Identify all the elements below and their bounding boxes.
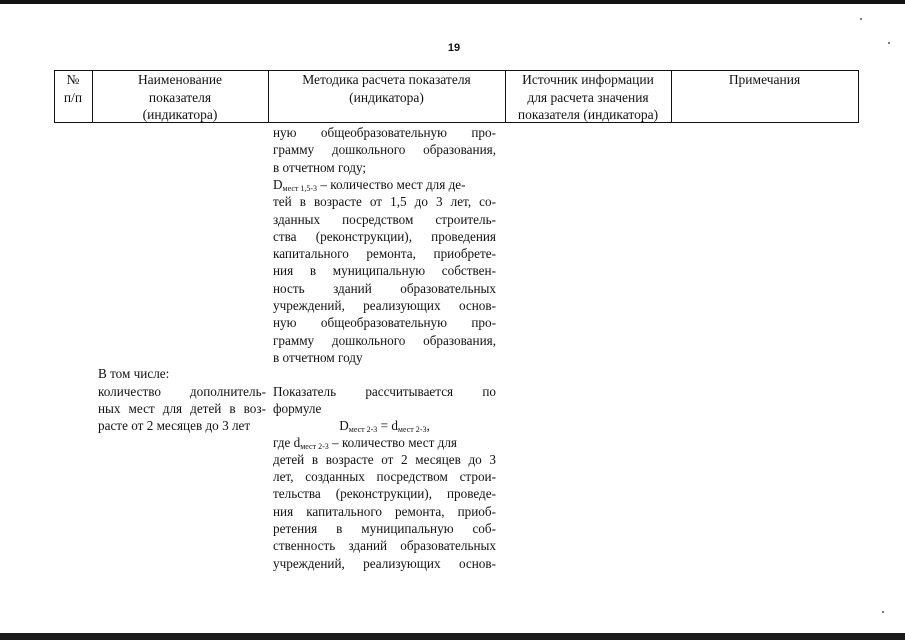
- text-line: капитального ремонта, приобрете-: [273, 246, 496, 262]
- text-line: лет, созданных посредством строи-: [273, 469, 496, 485]
- header-divider: [858, 70, 859, 123]
- text-line: В том числе:: [98, 366, 170, 381]
- text-line: ность зданий образовательных: [273, 280, 496, 296]
- text-line: расте от 2 месяцев до 3 лет: [98, 417, 251, 433]
- header-text: показателя (индикатора): [517, 107, 659, 122]
- header-col-name: [92, 70, 268, 123]
- formula-subscript: мест 2-3: [348, 424, 378, 434]
- text-line: [273, 176, 496, 193]
- text-line: формуле: [273, 400, 322, 416]
- text-line: тей в возрасте от 1,5 до 3 лет, со-: [273, 194, 496, 210]
- header-text: Методика расчета показателя: [302, 72, 471, 87]
- header-text: (индикатора): [142, 107, 218, 122]
- formula-symbol: = d: [377, 417, 398, 433]
- text-line: ства (реконструкции), проведения: [273, 228, 496, 244]
- scan-edge-top: [0, 0, 905, 4]
- text-line: Показатель рассчитывается по: [273, 383, 496, 399]
- text-line: ных мест для детей в воз-: [98, 400, 266, 416]
- header-col-number: [54, 70, 92, 123]
- formula: [273, 417, 496, 434]
- text-line: зданных посредством строитель-: [273, 211, 496, 227]
- scan-edge-bottom: [0, 633, 905, 640]
- text-line: ную общеобразовательную про-: [273, 315, 496, 331]
- scan-speck: [860, 18, 862, 20]
- formula-symbol: ,: [426, 417, 430, 433]
- text-line: [273, 434, 496, 451]
- header-col-method: [268, 70, 505, 123]
- scan-speck: [888, 42, 890, 44]
- text-line: в отчетном году;: [273, 159, 367, 175]
- header-text: (индикатора): [349, 89, 424, 105]
- text-line: ную общеобразовательную про-: [273, 125, 496, 140]
- text-line: учреждений, реализующих основ-: [273, 298, 496, 313]
- formula-symbol: D: [339, 417, 349, 433]
- header-text: для расчета значения: [527, 89, 649, 105]
- page-number: 19: [447, 42, 461, 54]
- variable-subscript: мест 2-3: [300, 441, 329, 451]
- table-header: [54, 70, 859, 123]
- text-segment: где d: [273, 434, 301, 450]
- header-col-notes: [671, 70, 858, 123]
- text-segment: – количество мест для де-: [317, 176, 466, 192]
- header-text: п/п: [63, 89, 83, 105]
- text-line: ния капитального ремонта, приоб-: [273, 503, 496, 519]
- variable-subscript: мест 1,5-3: [282, 183, 318, 193]
- header-text: Примечания: [728, 72, 801, 87]
- text-line: ния в муниципальную собствен-: [273, 263, 496, 279]
- text-line: грамму дошкольного образования,: [273, 332, 496, 348]
- text-line: в отчетном году: [273, 349, 363, 365]
- header-col-source: [505, 70, 671, 123]
- text-line: учреждений, реализующих основ-: [273, 555, 496, 571]
- text-line: детей в возрасте от 2 месяцев до 3: [273, 451, 496, 467]
- text-line: ственность зданий образовательных: [273, 538, 496, 554]
- formula-subscript: мест 2-3: [397, 424, 427, 434]
- text-line: ретения в муниципальную соб-: [273, 521, 496, 536]
- text-line: количество дополнитель-: [98, 383, 266, 399]
- header-text: №: [66, 72, 80, 87]
- text-line: грамму дошкольного образования,: [273, 142, 496, 158]
- variable-symbol: D: [273, 176, 283, 192]
- text-segment: – количество мест для: [328, 434, 457, 450]
- header-text: показателя: [148, 89, 212, 105]
- header-text: Наименование: [137, 72, 223, 87]
- scan-speck: [882, 611, 884, 613]
- text-line: тельства (реконструкции), проведе-: [273, 486, 496, 502]
- header-text: Источник информации: [522, 72, 654, 87]
